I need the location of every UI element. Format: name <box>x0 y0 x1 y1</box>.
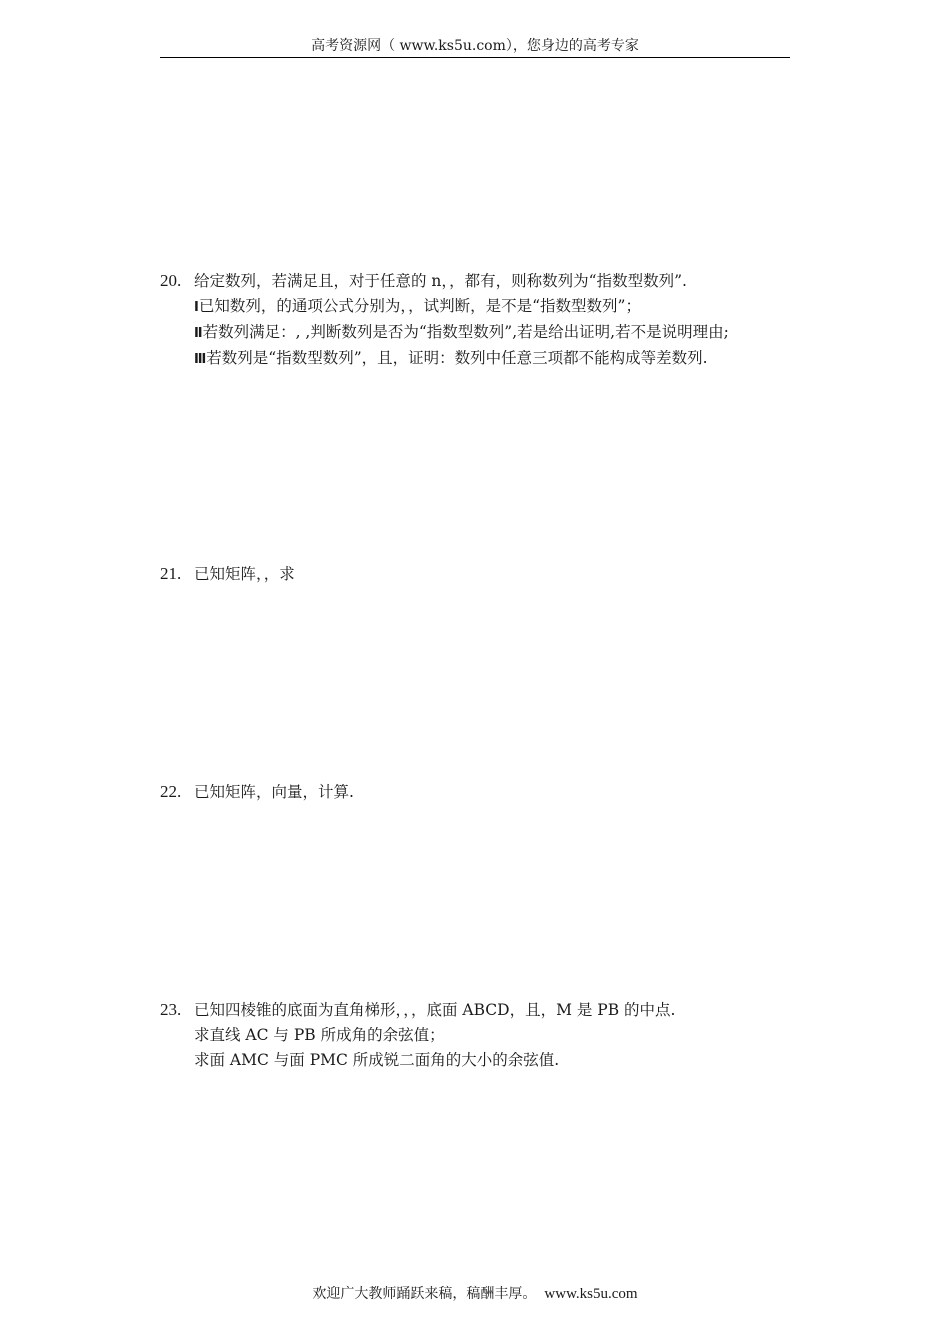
part-text: 若数列满足：, ,判断数列是否为“指数型数列”,若是给出证明,若不是说明理由; <box>202 323 729 341</box>
question-stem-line <box>160 561 810 587</box>
question-number: 21. <box>160 564 182 583</box>
question-23 <box>160 997 810 1073</box>
question-part <box>160 1023 810 1048</box>
question-22 <box>160 779 810 805</box>
question-number: 23. <box>160 1000 182 1019</box>
part-text: 已知数列，的通项公式分别为，，试判断，是不是“指数型数列”； <box>198 297 641 315</box>
part-marker: Ⅱ <box>194 326 203 341</box>
question-part <box>160 346 810 372</box>
part-text: 若数列是“指数型数列”，且，证明：数列中任意三项都不能构成等差数列. <box>206 349 708 367</box>
question-number: 22. <box>160 782 182 801</box>
question-stem-line <box>160 997 810 1023</box>
page-header: 高考资源网（ www.ks5u.com），您身边的高考专家 <box>311 38 639 54</box>
question-stem: 已知矩阵，，求 <box>194 565 295 583</box>
part-marker: Ⅲ <box>194 352 207 367</box>
header-divider <box>160 57 790 58</box>
footer-link[interactable]: www.ks5u.com <box>544 1286 638 1302</box>
page-footer <box>0 1284 950 1304</box>
part-text: 求直线 AC 与 PB 所成角的余弦值； <box>194 1026 445 1044</box>
question-stem: 已知矩阵，向量，计算. <box>194 783 354 801</box>
question-20 <box>160 268 810 372</box>
question-stem: 给定数列，若满足且，对于任意的 n，，都有，则称数列为“指数型数列”. <box>194 272 687 290</box>
part-text: 求面 AMC 与面 PMC 所成锐二面角的大小的余弦值. <box>194 1051 560 1069</box>
question-stem-line <box>160 268 810 294</box>
footer-text: 欢迎广大教师踊跃来稿，稿酬丰厚。 <box>312 1286 537 1302</box>
part-marker: Ⅰ <box>194 300 199 315</box>
question-stem-line <box>160 779 810 805</box>
question-number: 20. <box>160 271 182 290</box>
question-part <box>160 294 810 320</box>
question-21 <box>160 561 810 587</box>
question-stem: 已知四棱锥的底面为直角梯形，，，底面 ABCD，且，M 是 PB 的中点. <box>194 1001 676 1019</box>
question-part <box>160 1048 810 1073</box>
question-part <box>160 320 810 346</box>
